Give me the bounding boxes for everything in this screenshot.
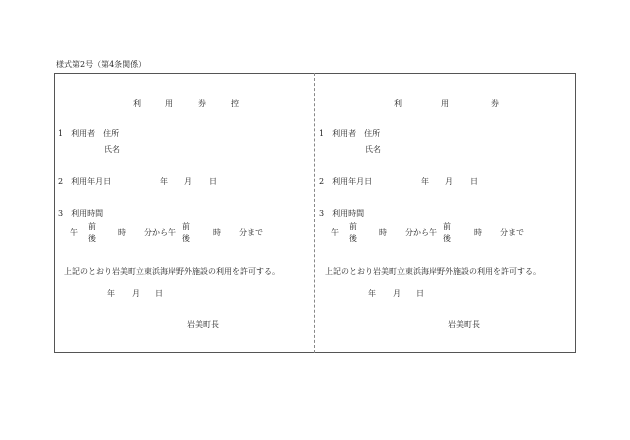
ticket-heading-char: 券	[491, 99, 499, 108]
time-after-2: 後	[182, 234, 190, 243]
use-date-year: 年	[421, 177, 429, 186]
ticket-section	[315, 73, 575, 353]
time-hour-2: 時	[474, 228, 482, 237]
use-date-day: 日	[209, 177, 217, 186]
form-title: 様式第2号（第4条関係）	[56, 60, 147, 69]
time-am-pm-prefix: 午	[70, 228, 78, 237]
use-time-label: 3 利用時間	[319, 209, 365, 218]
ticket-heading-char: 利	[394, 99, 402, 108]
user-name-label: 氏名	[104, 145, 120, 154]
time-after: 後	[349, 234, 357, 243]
stub-heading-char: 控	[231, 99, 239, 108]
time-until: 分まで	[500, 228, 524, 237]
signer-title: 岩美町長	[448, 320, 480, 329]
use-date-year: 年	[160, 177, 168, 186]
use-time-label: 3 利用時間	[58, 209, 104, 218]
time-before: 前	[88, 222, 96, 231]
use-date-month: 月	[184, 177, 192, 186]
stub-heading-char: 利	[133, 99, 141, 108]
stub-heading-char: 用	[165, 99, 173, 108]
time-from: 分から午	[405, 228, 437, 237]
use-date-label: 2 利用年月日	[319, 177, 373, 186]
time-hour-2: 時	[213, 228, 221, 237]
issue-date-year: 年	[107, 289, 115, 298]
user-name-label: 氏名	[365, 145, 381, 154]
ticket-heading-char: 用	[441, 99, 449, 108]
time-until: 分まで	[239, 228, 263, 237]
issue-date-year: 年	[368, 289, 376, 298]
use-date-month: 月	[445, 177, 453, 186]
user-address-label: 1 利用者 住所	[58, 129, 120, 138]
time-hour: 時	[379, 228, 387, 237]
time-from: 分から午	[144, 228, 176, 237]
time-before-2: 前	[182, 222, 190, 231]
permit-statement: 上記のとおり岩美町立東浜海岸野外施設の利用を許可する。	[64, 267, 280, 276]
issue-date-month: 月	[132, 289, 140, 298]
time-before-2: 前	[443, 222, 451, 231]
stub-section	[54, 73, 314, 353]
issue-date-day: 日	[416, 289, 424, 298]
time-after-2: 後	[443, 234, 451, 243]
signer-title: 岩美町長	[187, 320, 219, 329]
user-address-label: 1 利用者 住所	[319, 129, 381, 138]
time-am-pm-prefix: 午	[331, 228, 339, 237]
issue-date-month: 月	[393, 289, 401, 298]
time-after: 後	[88, 234, 96, 243]
time-hour: 時	[118, 228, 126, 237]
time-before: 前	[349, 222, 357, 231]
use-date-label: 2 利用年月日	[58, 177, 112, 186]
stub-heading-char: 券	[198, 99, 206, 108]
use-date-day: 日	[470, 177, 478, 186]
permit-statement: 上記のとおり岩美町立東浜海岸野外施設の利用を許可する。	[325, 267, 541, 276]
issue-date-day: 日	[155, 289, 163, 298]
